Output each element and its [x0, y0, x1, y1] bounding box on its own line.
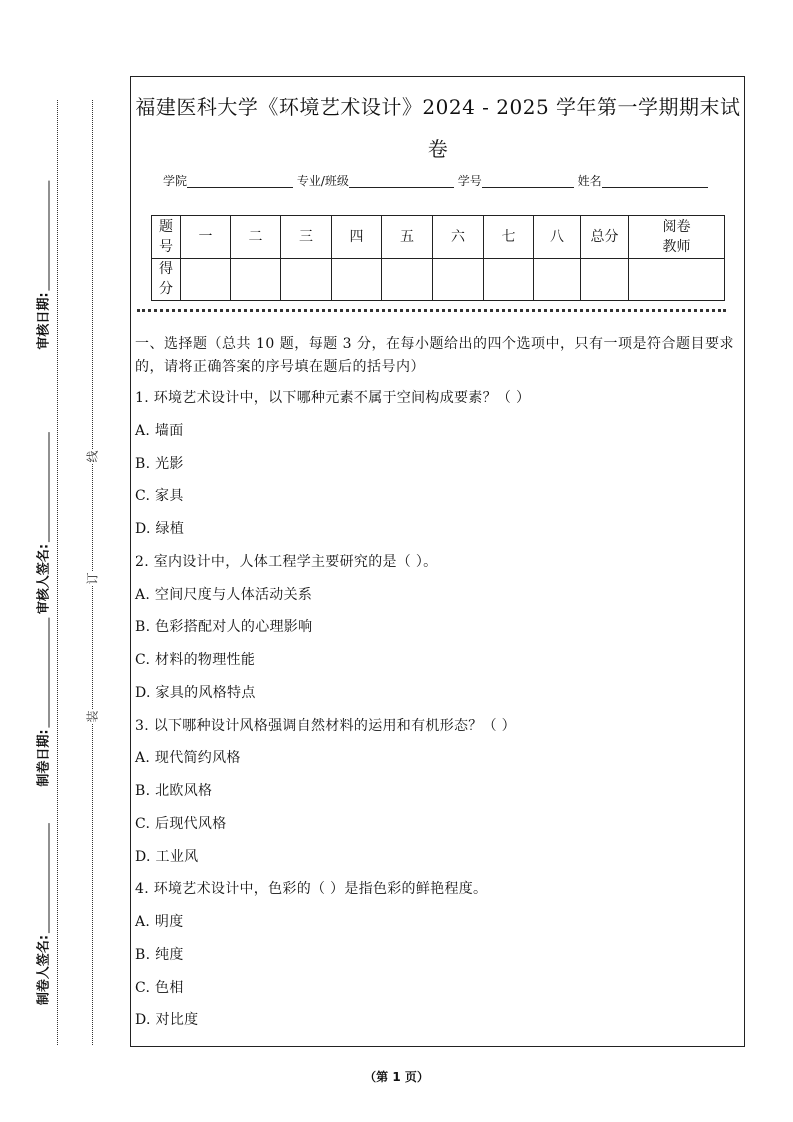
column-total: 总分 — [581, 216, 629, 259]
question-3-option-c[interactable]: C. 后现代风格 — [135, 816, 227, 832]
question-3-stem: 3. 以下哪种设计风格强调自然材料的运用和有机形态？（ ） — [135, 718, 516, 734]
name-blank[interactable] — [602, 173, 708, 188]
question-3-option-a[interactable]: A. 现代简约风格 — [135, 750, 241, 766]
binding-line-char: 线 — [85, 450, 100, 463]
score-total-cell[interactable] — [581, 258, 629, 301]
question-1-option-c[interactable]: C. 家具 — [135, 488, 184, 504]
grader-header: 阅卷教师 — [629, 216, 725, 259]
score-table-score-row — [152, 258, 725, 301]
question-number-header: 题号 — [152, 216, 181, 259]
score-cell[interactable] — [382, 258, 433, 301]
student-id-blank[interactable] — [482, 173, 574, 188]
score-cell[interactable] — [231, 258, 281, 301]
binding-outer-dotted-line — [57, 100, 58, 1045]
section-heading: 一、选择题（总共 10 题，每题 3 分，在每小题给出的四个选项中，只有一项是符合题目要求的，请将正确答案的序号填在题后的括号内） — [135, 336, 735, 375]
review-date-blank[interactable] — [49, 180, 50, 290]
score-table — [151, 215, 725, 301]
question-1-option-b[interactable]: B. 光影 — [135, 456, 184, 472]
column-1: 一 — [181, 216, 231, 259]
question-2-option-b[interactable]: B. 色彩搭配对人的心理影响 — [135, 619, 313, 635]
question-1-option-d[interactable]: D. 绿植 — [135, 521, 185, 537]
column-4: 四 — [332, 216, 382, 259]
review-date-label: 审核日期: — [36, 292, 52, 350]
score-table-header-row — [152, 216, 725, 259]
question-2-option-d[interactable]: D. 家具的风格特点 — [135, 685, 256, 701]
question-2-stem: 2. 室内设计中，人体工程学主要研究的是（ ）。 — [135, 554, 438, 570]
binding-bind-char: 装 — [85, 710, 100, 723]
college-label: 学院 — [163, 174, 188, 188]
reviewer-signature-label: 审核人签名: — [36, 543, 52, 615]
column-7: 七 — [484, 216, 534, 259]
exam-title: 福建医科大学《环境艺术设计》2024 - 2025 学年第一学期期末试卷 — [135, 95, 741, 161]
binding-order-char: 订 — [85, 572, 100, 585]
question-1-option-a[interactable]: A. 墙面 — [135, 423, 184, 439]
score-cell[interactable] — [484, 258, 534, 301]
column-8: 八 — [534, 216, 581, 259]
question-3-option-d[interactable]: D. 工业风 — [135, 849, 199, 865]
major-class-label: 专业/班级 — [296, 174, 349, 188]
student-info-row — [163, 172, 708, 189]
question-3-option-b[interactable]: B. 北欧风格 — [135, 783, 213, 799]
column-3: 三 — [281, 216, 332, 259]
name-label: 姓名 — [577, 174, 602, 188]
major-class-blank[interactable] — [349, 173, 454, 188]
question-4-option-d[interactable]: D. 对比度 — [135, 1012, 199, 1028]
score-cell[interactable] — [332, 258, 382, 301]
section-divider — [137, 309, 726, 312]
score-cell[interactable] — [433, 258, 484, 301]
column-5: 五 — [382, 216, 433, 259]
column-6: 六 — [433, 216, 484, 259]
reviewer-signature-blank[interactable] — [49, 432, 50, 542]
question-1-stem: 1. 环境艺术设计中，以下哪种元素不属于空间构成要素？（ ） — [135, 390, 531, 406]
compiler-signature-label: 制卷人签名: — [36, 934, 52, 1006]
column-2: 二 — [231, 216, 281, 259]
compile-date-blank[interactable] — [49, 617, 50, 727]
compiler-signature-blank[interactable] — [49, 823, 50, 933]
question-2-option-c[interactable]: C. 材料的物理性能 — [135, 652, 256, 668]
score-cell[interactable] — [281, 258, 332, 301]
compile-date-label: 制卷日期: — [36, 729, 52, 787]
score-cell[interactable] — [181, 258, 231, 301]
question-4-stem: 4. 环境艺术设计中，色彩的（ ）是指色彩的鲜艳程度。 — [135, 881, 488, 897]
question-2-option-a[interactable]: A. 空间尺度与人体活动关系 — [135, 587, 313, 603]
question-4-option-a[interactable]: A. 明度 — [135, 914, 184, 930]
college-blank[interactable] — [187, 173, 293, 188]
score-row-header: 得分 — [152, 258, 181, 301]
score-cell[interactable] — [534, 258, 581, 301]
student-id-label: 学号 — [457, 174, 482, 188]
page-number: （第 1 页） — [364, 1070, 429, 1084]
question-4-option-c[interactable]: C. 色相 — [135, 980, 184, 996]
question-4-option-b[interactable]: B. 纯度 — [135, 947, 184, 963]
grader-cell[interactable] — [629, 258, 725, 301]
